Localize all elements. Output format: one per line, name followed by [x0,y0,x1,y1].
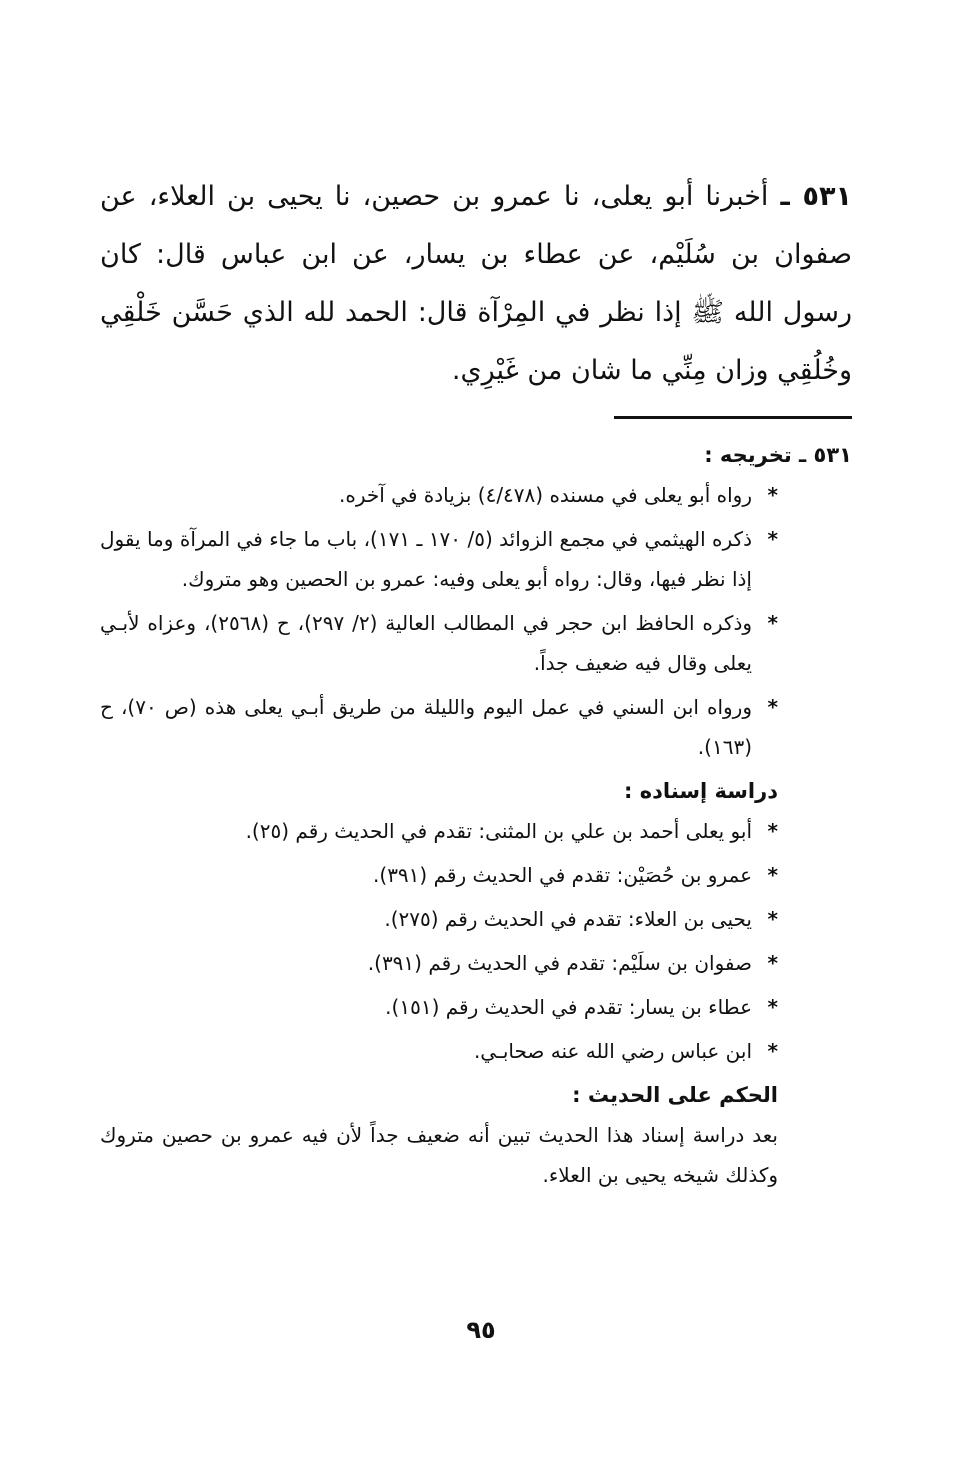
isnad-heading: دراسة إسناده : [624,779,778,803]
hadith-text [100,168,852,400]
isnad-item-5: * عطاء بن يسار: تقدم في الحديث رقم (١٥١). [100,987,778,1027]
isnad-item-3: * يحيى بن العلاء: تقدم في الحديث رقم (٢٧٥). [100,899,778,939]
bullet-icon: * [767,995,778,1019]
bullet-icon: * [767,483,778,507]
ruling-heading: الحكم على الحديث : [572,1083,778,1107]
isnad-item-1: * أبو يعلى أحمد بن علي بن المثنى: تقدم في الحديث رقم (٢٥). [100,811,778,851]
bullet-icon: * [767,695,778,719]
hadith-number: ٥٣١ ـ [780,181,852,212]
takhrij-item-4: * ورواه ابن السني في عمل اليوم والليلة من طريق أبـي يعلى هذه (ص ٧٠)، ح (١٦٣). [100,687,778,767]
isnad-item-2: * عمرو بن حُصَيْن: تقدم في الحديث رقم (٣٩١). [100,855,778,895]
takhrij-item-1: * رواه أبو يعلى في مسنده (٤/٤٧٨) بزيادة في آخره. [100,475,778,515]
isnad-item-6: * ابن عباس رضي الله عنه صحابـي. [100,1031,778,1071]
page-content [100,168,852,1195]
footnote-divider [614,416,852,419]
ruling-text: بعد دراسة إسناد هذا الحديث تبين أنه ضعيف جداً لأن فيه عمرو بن حصين متروك وكذلك شيخه يحيى بن العلاء. [100,1123,778,1187]
takhrij-heading: ٥٣١ ـ تخريجه : [704,443,852,467]
bullet-icon: * [767,611,778,635]
takhrij-item-3: * وذكره الحافظ ابن حجر في المطالب العالية (٢/ ٢٩٧)، ح (٢٥٦٨)، وعزاه لأبـي يعلى وقال فيه ضعيف جداً. [100,603,778,683]
footnotes [100,435,852,1195]
hadith-body: أخبرنا أبو يعلى، نا عمرو بن حصين، نا يحيى بن العلاء، عن صفوان بن سُلَيْم، عن عطاء بن يسار، عن ابن عباس قال: كان رسول الله ﷺ إذا نظر في المِرْآة قال: الحمد لله الذي حَسَّن خَلْقِي وخُلُقِي وزان مِنِّي ما شان من غَيْرِي. [100,181,852,386]
takhrij-item-2: * ذكره الهيثمي في مجمع الزوائد (٥/ ١٧٠ ـ ١٧١)، باب ما جاء في المرآة وما يقول إذا نظر فيها، وقال: رواه أبو يعلى وفيه: عمرو بن الحصين وهو متروك. [100,519,778,599]
page-number: ٩٥ [466,1316,496,1344]
bullet-icon: * [767,951,778,975]
isnad-item-4: * صفوان بن سلَيْم: تقدم في الحديث رقم (٣٩١). [100,943,778,983]
bullet-icon: * [767,907,778,931]
bullet-icon: * [767,819,778,843]
bullet-icon: * [767,1039,778,1063]
bullet-icon: * [767,863,778,887]
bullet-icon: * [767,527,778,551]
